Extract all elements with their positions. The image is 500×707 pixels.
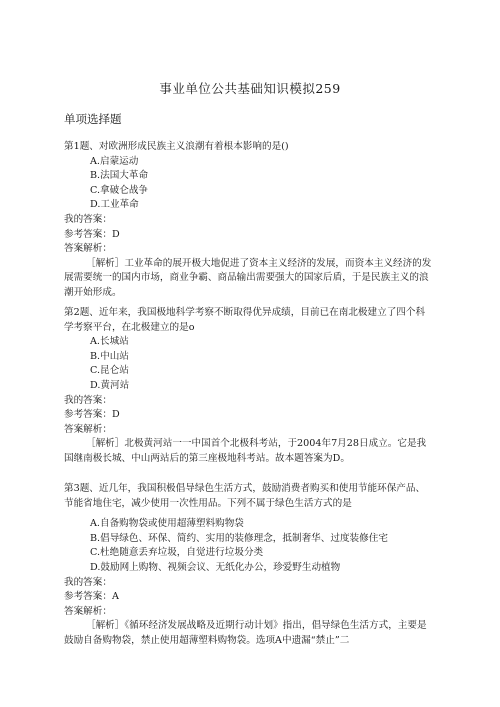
analysis-label: 答案解析： xyxy=(64,243,112,255)
reference-answer-value: A xyxy=(111,591,119,603)
question-stem: 第2题、近年来，我国极地科学考察不断取得优异成绩，目前已在南北极建立了四个科学考察平台，在北极建立的是o xyxy=(64,307,426,333)
my-answer-label: 我的答案： xyxy=(64,394,112,406)
option-b: B.倡导绿色、环保、简约、实用的装修理念，抵制奢华、过度装修住宅 xyxy=(90,532,388,544)
reference-answer-value: D xyxy=(111,228,120,240)
question-2 xyxy=(64,306,434,467)
question-stem: 第1题、对欧洲形成民族主义浪潮有着根本影响的是() xyxy=(64,141,289,152)
reference-answer-label: 参考答案： xyxy=(64,591,112,603)
analysis-label: 答案解析： xyxy=(64,605,112,617)
page-title: 事业单位公共基础知识模拟259 xyxy=(159,81,341,96)
question-stem: 第3题、近几年，我国积极倡导绿色生活方式，鼓励消费者购买和使用节能环保产品、节能省地住宅，减少使用一次性用品。下列不属于绿色生活方式的是 xyxy=(64,483,426,509)
my-answer-label: 我的答案： xyxy=(64,576,112,588)
analysis-text: ［解析］《循环经济发展战略及近期行动计划》指出，倡导绿色生活方式，主要是鼓励自备购物袋，禁止使用超薄塑料购物袋。选项A中遗漏“禁止”二 xyxy=(64,620,427,646)
option-b: B.中山站 xyxy=(90,350,129,362)
section-heading: 单项选择题 xyxy=(64,112,122,126)
option-c: C.昆仑站 xyxy=(90,365,129,377)
reference-answer xyxy=(64,590,434,605)
option-c: C.杜绝随意丢弃垃圾，自觉进行垃圾分类 xyxy=(90,547,264,559)
question-3 xyxy=(64,482,434,649)
option-a: A.自备购物袋或使用超薄塑料购物袋 xyxy=(90,518,244,530)
reference-answer xyxy=(64,228,434,243)
reference-answer-label: 参考答案： xyxy=(64,409,112,421)
option-b: B.法国大革命 xyxy=(90,170,149,182)
analysis-label: 答案解析： xyxy=(64,423,112,435)
analysis-text: ［解析］北极黄河站一一中国首个北极科考站，于2004年7月28日成立。它是我国继南极长城、中山两站后的第三座极地科考站。故本题答案为D。 xyxy=(64,438,427,464)
analysis-text: ［解析］工业革命的展开极大地促进了资本主义经济的发展，而资本主义经济的发展需要统一的国内市场，商业争霸、商品输出需要强大的国家后盾，于是民族主义的浪潮开始形成。 xyxy=(64,257,432,298)
option-c: C.拿破仑战争 xyxy=(90,184,149,196)
reference-answer xyxy=(64,408,434,423)
reference-answer-value: D xyxy=(111,409,120,421)
reference-answer-label: 参考答案： xyxy=(64,228,112,240)
option-d: D.黄河站 xyxy=(90,379,130,391)
my-answer-label: 我的答案： xyxy=(64,213,112,225)
option-d: D.鼓励网上购物、视频会议、无纸化办公，珍爱野生动植物 xyxy=(90,561,341,573)
option-a: A.启蒙运动 xyxy=(90,155,139,167)
question-1 xyxy=(64,140,434,301)
option-d: D.工业革命 xyxy=(90,199,139,211)
option-a: A.长城站 xyxy=(90,336,129,348)
